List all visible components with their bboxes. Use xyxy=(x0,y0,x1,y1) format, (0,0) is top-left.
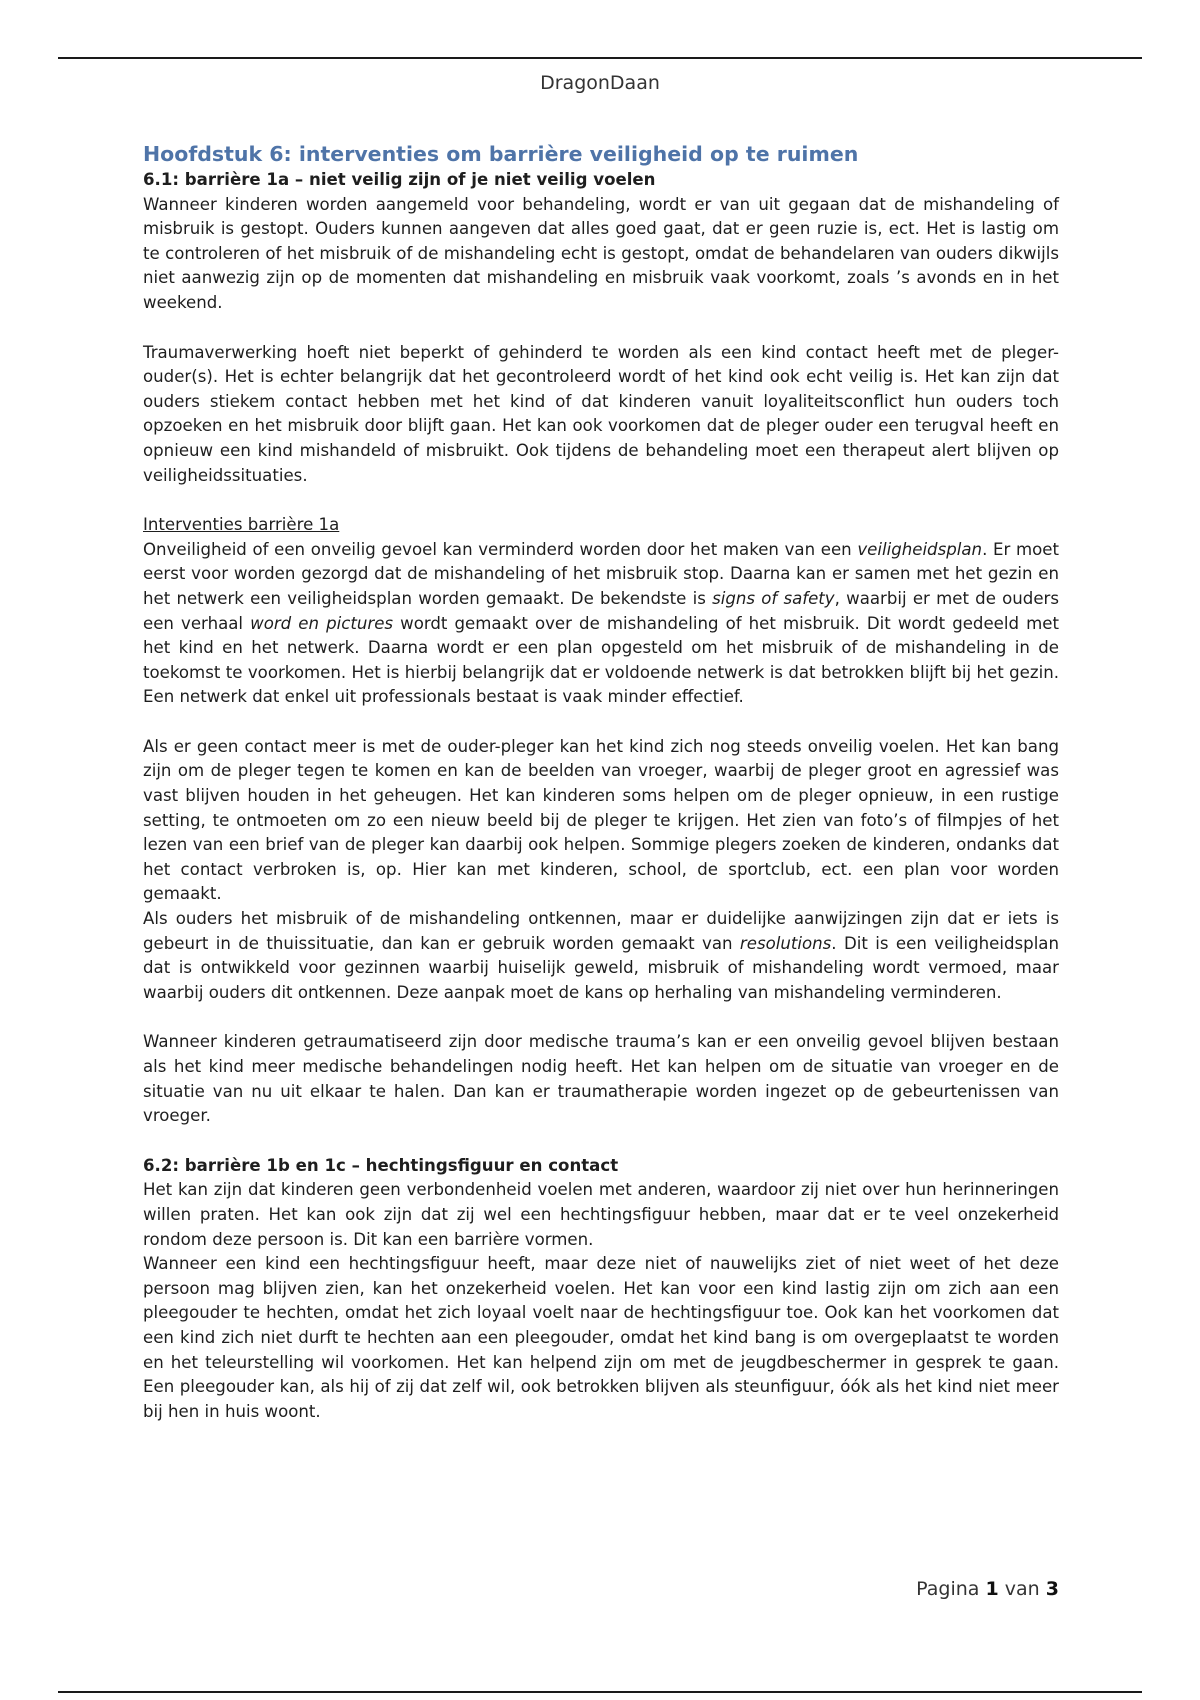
document-body xyxy=(143,140,1059,1424)
paragraph: Het kan zijn dat kinderen geen verbondenheid voelen met anderen, waardoor zij niet over hun herinneringen willen praten. Het kan ook zijn dat zij wel een hechtingsfiguur hebben, maar dat er te veel onzekerheid rondom deze persoon is. Dit kan een barrière vormen. xyxy=(143,1180,1059,1249)
current-page: 1 xyxy=(985,1578,999,1600)
interventions-heading: Interventies barrière 1a xyxy=(143,515,340,535)
page-number-footer: Pagina 1 van 3 xyxy=(916,1578,1059,1600)
term-veiligheidsplan: veiligheidsplan xyxy=(857,539,983,559)
paragraph: Wanneer kinderen worden aangemeld voor behandeling, wordt er van uit gegaan dat de mishandeling of misbruik is gestopt. Ouders kunnen aangeven dat alles goed gaat, dat er geen ruzie is, ect. Het is lastig om te controleren of het misbruik of de mishandeling echt is gestopt, omdat de behandelaren van ouders dikwijls niet aanwezig zijn op de momenten dat mishandeling en misbruik vaak voorkomt, zoals ’s avonds en in het weekend. xyxy=(143,194,1059,312)
term-word-en-pictures: word en pictures xyxy=(250,613,394,633)
footer-rule xyxy=(58,1691,1142,1693)
section-title-6-1: 6.1: barrière 1a – niet veilig zijn of je niet veilig voelen xyxy=(143,170,656,189)
paragraph: Onveiligheid of een onveilig gevoel kan verminderd worden door het maken van een veiligheidsplan. Er moet eerst voor worden gezorgd dat de mishandeling of het misbruik stop. Daarna kan er samen met het gezin en het netwerk een veiligheidsplan worden gemaakt. De bekendste is signs of safety, waarbij er met de ouders een verhaal word en pictures wordt gemaakt over de mishandeling of het misbruik. Dit wordt gedeeld met het kind en het netwerk. Daarna wordt er een plan opgesteld om het misbruik of de mishandeling in de toekomst te voorkomen. Het is hierbij belangrijk dat er voldoende netwerk is dat betrokken blijft bij het gezin. Een netwerk dat enkel uit professionals bestaat is vaak minder effectief. xyxy=(143,539,1060,707)
header-author: DragonDaan xyxy=(540,72,660,94)
paragraph: Als ouders het misbruik of de mishandeling ontkennen, maar er duidelijke aanwijzingen zijn dat er iets is gebeurt in de thuissituatie, dan kan er gebruik worden gemaakt van resolutions. Dit is een veiligheidsplan dat is ontwikkeld voor gezinnen waarbij huiselijk geweld, misbruik of mishandeling wordt vermoed, maar waarbij ouders dit ontkennen. Deze aanpak moet de kans op herhaling van mishandeling verminderen. xyxy=(143,909,1059,1002)
chapter-title: Hoofdstuk 6: interventies om barrière veiligheid op te ruimen xyxy=(143,142,859,166)
term-signs-of-safety: signs of safety xyxy=(712,588,835,608)
paragraph: Als er geen contact meer is met de ouder-pleger kan het kind zich nog steeds onveilig voelen. Het kan bang zijn om de pleger tegen te komen en kan de beelden van vroeger, waarbij de pleger groot en agressief was vast blijven houden in het geheugen. Het kan kinderen soms helpen om de pleger opnieuw, in een rustige setting, te ontmoeten om zo een nieuw beeld bij de pleger te krijgen. Het zien van foto’s of filmpjes of het lezen van een brief van de pleger kan daarbij ook helpen. Sommige plegers zoeken de kinderen, ondanks dat het contact verbroken is, op. Hier kan met kinderen, school, de sportclub, ect. een plan voor worden gemaakt. xyxy=(143,736,1059,904)
paragraph: Traumaverwerking hoeft niet beperkt of gehinderd te worden als een kind contact heeft met de pleger-ouder(s). Het is echter belangrijk dat het gecontroleerd wordt of het kind ook echt veilig is. Het kan zijn dat ouders stiekem contact hebben met het kind of dat kinderen vanuit loyaliteitsconflict hun ouders toch opzoeken en het misbruik door blijft gaan. Het kan ook voorkomen dat de pleger ouder een terugval heeft en opnieuw een kind mishandeld of misbruikt. Ook tijdens de behandeling moet een therapeut alert blijven op veiligheidssituaties. xyxy=(143,342,1059,485)
total-pages: 3 xyxy=(1045,1578,1059,1600)
paragraph: Wanneer een kind een hechtingsfiguur heeft, maar deze niet of nauwelijks ziet of niet weet of het deze persoon mag blijven zien, kan het onzekerheid voelen. Het kan voor een kind lastig zijn om zich aan een pleegouder te hechten, omdat het zich loyaal voelt naar de hechtingsfiguur toe. Ook kan het voorkomen dat een kind zich niet durft te hechten aan een pleegouder, omdat het kind bang is om overgeplaatst te worden en het teleurstelling wil voorkomen. Het kan helpend zijn om met de jeugdbeschermer in gesprek te gaan. Een pleegouder kan, als hij of zij dat zelf wil, ook betrokken blijven als steunfiguur, óók als het kind niet meer bij hen in huis woont. xyxy=(143,1254,1059,1421)
term-resolutions: resolutions xyxy=(739,933,832,953)
section-title-6-2: 6.2: barrière 1b en 1c – hechtingsfiguur en contact xyxy=(143,1155,619,1175)
paragraph: Wanneer kinderen getraumatiseerd zijn door medische trauma’s kan er een onveilig gevoel blijven bestaan als het kind meer medische behandelingen nodig heeft. Het kan helpen om de situatie van vroeger en de situatie van nu uit elkaar te halen. Dan kan er traumatherapie worden ingezet op de gebeurtenissen van vroeger. xyxy=(143,1032,1059,1126)
header-rule xyxy=(58,57,1142,59)
